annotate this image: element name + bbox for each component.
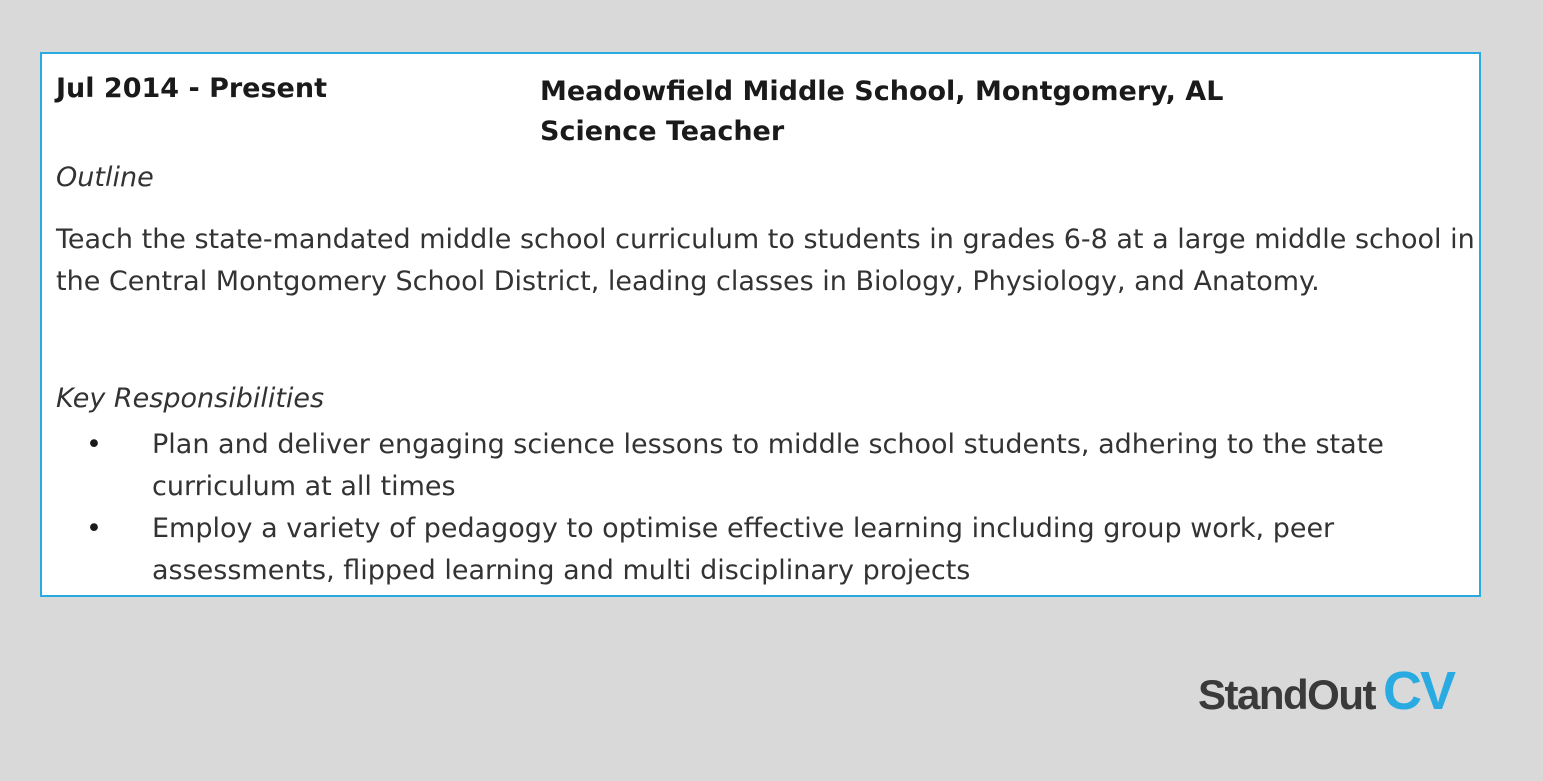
responsibilities-list (56, 424, 1476, 592)
employer-name: Meadowfield Middle School, Montgomery, AL (540, 76, 1224, 107)
job-title: Science Teacher (540, 116, 785, 147)
list-item (56, 508, 1476, 592)
employment-dates: Jul 2014 - Present (56, 73, 328, 104)
logo-standout-text: StandOut (1198, 671, 1375, 718)
responsibilities-heading: Key Responsibilities (56, 383, 325, 414)
responsibility-text: Employ a variety of pedagogy to optimise effective learning including group work, peer assessments, flipped learning and multi disciplinary projects (152, 513, 1335, 586)
entry-header (56, 72, 1456, 152)
responsibility-text: Plan and deliver engaging science lessons to middle school students, adhering to the state curriculum at all times (152, 429, 1384, 502)
employer-block (540, 72, 1223, 152)
list-item (56, 424, 1476, 508)
outline-heading: Outline (56, 162, 154, 193)
cv-entry-box (40, 52, 1481, 597)
logo-cv-text: CV (1382, 661, 1454, 721)
standout-cv-logo (1198, 660, 1454, 720)
bullet-icon: • (86, 513, 102, 544)
bullet-icon: • (86, 429, 102, 460)
outline-text: Teach the state-mandated middle school curriculum to students in grades 6-8 at a large middle school in the Central Montgomery School District, leading classes in Biology, Physiology, and Anatomy. (56, 224, 1475, 297)
